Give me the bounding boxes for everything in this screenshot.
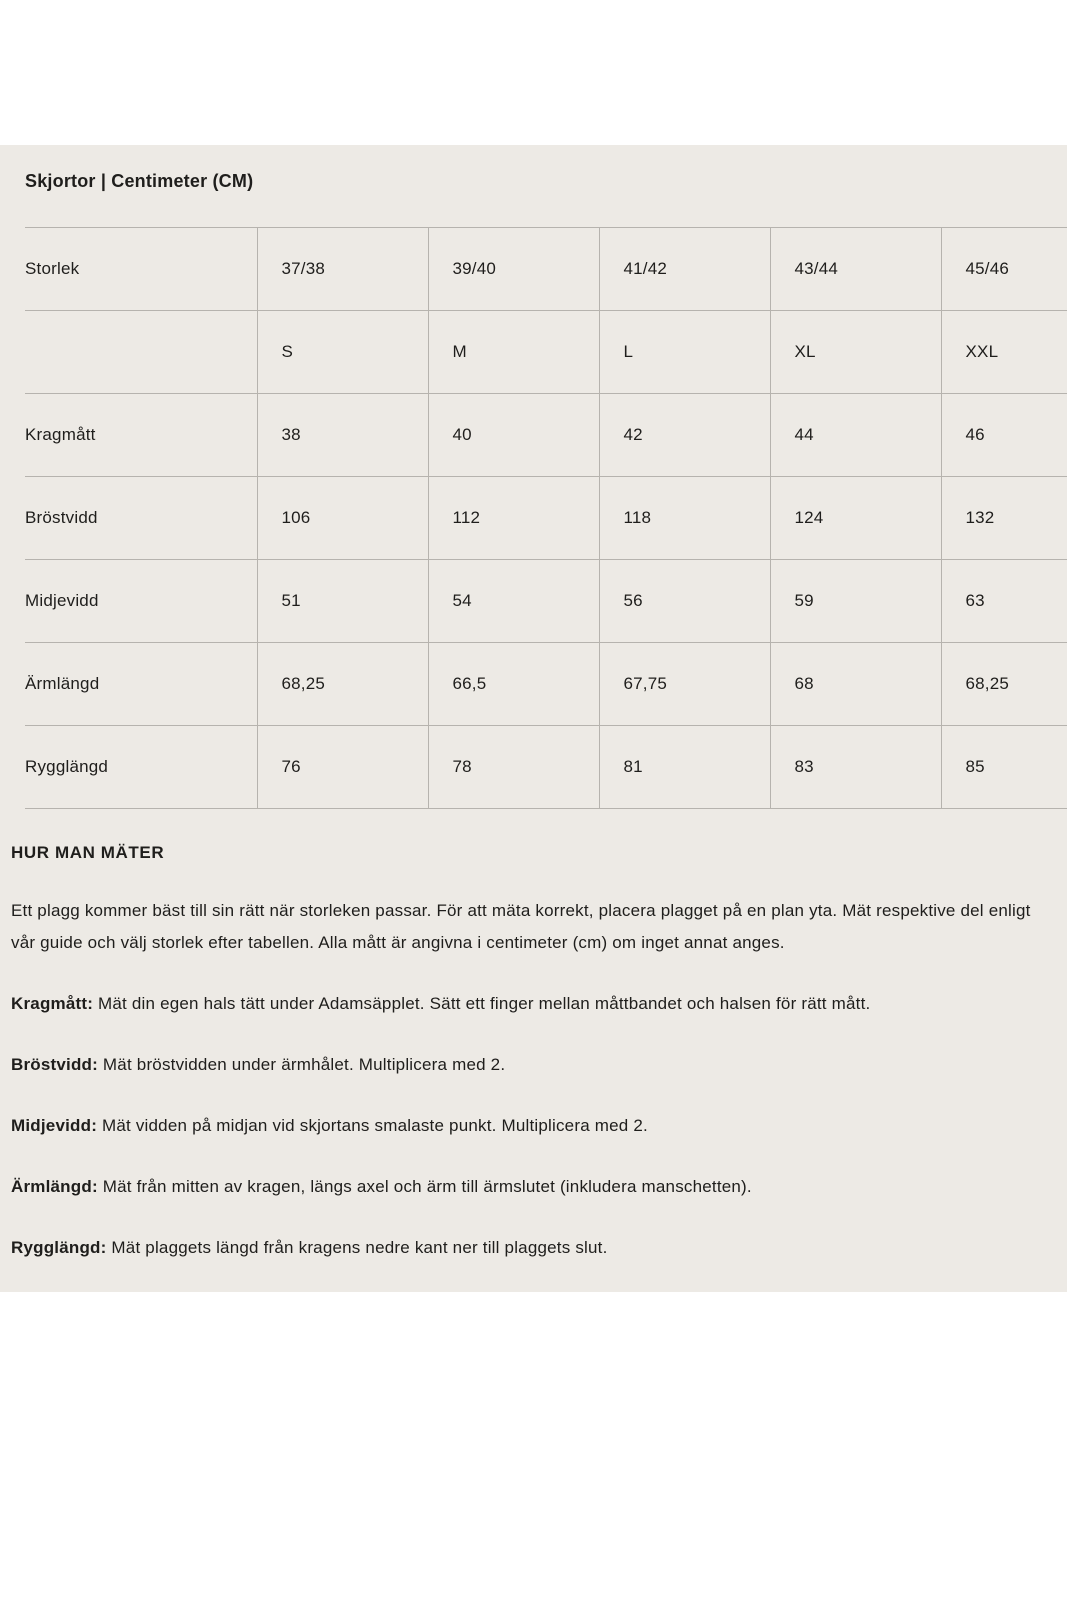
size-value-cell: 45/46 — [941, 228, 1067, 311]
size-row-label: Rygglängd — [25, 726, 257, 809]
top-whitespace — [0, 0, 1067, 145]
size-table-scroll-area — [25, 227, 1067, 809]
size-value-cell: 42 — [599, 394, 770, 477]
size-value-cell: 46 — [941, 394, 1067, 477]
measure-item-term: Midjevidd: — [11, 1116, 98, 1135]
size-row-label: Midjevidd — [25, 560, 257, 643]
size-table — [25, 227, 1067, 809]
size-value-cell: 66,5 — [428, 643, 599, 726]
measure-guide-intro: Ett plagg kommer bäst till sin rätt när storleken passar. För att mäta korrekt, placera plagget på en plan yta. Mät respektive del enligt vår guide och välj storlek efter tabellen. Alla mått är angivna i centimeter (cm) om inget annat anges. — [11, 901, 1031, 952]
size-value-cell: 51 — [257, 560, 428, 643]
size-row-label: Storlek — [25, 228, 257, 311]
size-value-cell: 78 — [428, 726, 599, 809]
size-value-cell: 40 — [428, 394, 599, 477]
measure-item — [11, 1171, 1043, 1203]
size-table-body — [25, 228, 1067, 809]
size-table-header-row — [25, 228, 1067, 311]
size-value-cell: 38 — [257, 394, 428, 477]
size-table-row — [25, 643, 1067, 726]
size-row-label: Bröstvidd — [25, 477, 257, 560]
size-value-cell: 63 — [941, 560, 1067, 643]
size-value-cell: 68,25 — [941, 643, 1067, 726]
measure-items — [11, 988, 1043, 1264]
measure-guide-heading: HUR MAN MÄTER — [11, 843, 165, 862]
size-table-row — [25, 560, 1067, 643]
size-value-cell: M — [428, 311, 599, 394]
page-title: Skjortor | Centimeter (CM) — [25, 171, 254, 191]
measure-item-text: Mät din egen hals tätt under Adamsäpplet. Sätt ett finger mellan måttbandet och halsen för rätt mått. — [93, 994, 871, 1013]
size-value-cell: 68 — [770, 643, 941, 726]
size-table-row — [25, 726, 1067, 809]
size-value-cell: 54 — [428, 560, 599, 643]
size-table-row — [25, 311, 1067, 394]
size-value-cell: 118 — [599, 477, 770, 560]
size-value-cell: 83 — [770, 726, 941, 809]
size-value-cell: 56 — [599, 560, 770, 643]
measure-item — [11, 1110, 1043, 1142]
measure-item-text: Mät vidden på midjan vid skjortans smalaste punkt. Multiplicera med 2. — [97, 1116, 648, 1135]
size-value-cell: 81 — [599, 726, 770, 809]
size-value-cell: L — [599, 311, 770, 394]
size-value-cell: 76 — [257, 726, 428, 809]
measure-item — [11, 1049, 1043, 1081]
size-value-cell: XL — [770, 311, 941, 394]
size-row-label: Kragmått — [25, 394, 257, 477]
size-table-row — [25, 394, 1067, 477]
size-value-cell: 43/44 — [770, 228, 941, 311]
size-value-cell: 59 — [770, 560, 941, 643]
size-value-cell: 106 — [257, 477, 428, 560]
size-value-cell: 41/42 — [599, 228, 770, 311]
measure-item-text: Mät bröstvidden under ärmhålet. Multiplicera med 2. — [98, 1055, 506, 1074]
size-value-cell: 67,75 — [599, 643, 770, 726]
measure-item-term: Ärmlängd: — [11, 1177, 98, 1196]
size-row-label — [25, 311, 257, 394]
measure-item-text: Mät från mitten av kragen, längs axel och ärm till ärmslutet (inkludera manschetten). — [97, 1177, 752, 1196]
measure-item-term: Bröstvidd: — [11, 1055, 98, 1074]
measure-item-text: Mät plaggets längd från kragens nedre kant ner till plaggets slut. — [106, 1238, 608, 1257]
size-row-label: Ärmlängd — [25, 643, 257, 726]
size-value-cell: 39/40 — [428, 228, 599, 311]
measure-item-term: Kragmått: — [11, 994, 94, 1013]
size-value-cell: 37/38 — [257, 228, 428, 311]
size-guide-section — [0, 145, 1067, 1292]
size-table-row — [25, 477, 1067, 560]
measure-guide — [0, 843, 1067, 1264]
size-value-cell: 132 — [941, 477, 1067, 560]
size-value-cell: 112 — [428, 477, 599, 560]
size-value-cell: 85 — [941, 726, 1067, 809]
size-value-cell: XXL — [941, 311, 1067, 394]
size-value-cell: S — [257, 311, 428, 394]
measure-item — [11, 1232, 1043, 1264]
measure-item-term: Rygglängd: — [11, 1238, 107, 1257]
size-value-cell: 68,25 — [257, 643, 428, 726]
size-value-cell: 124 — [770, 477, 941, 560]
measure-item — [11, 988, 1043, 1020]
size-value-cell: 44 — [770, 394, 941, 477]
